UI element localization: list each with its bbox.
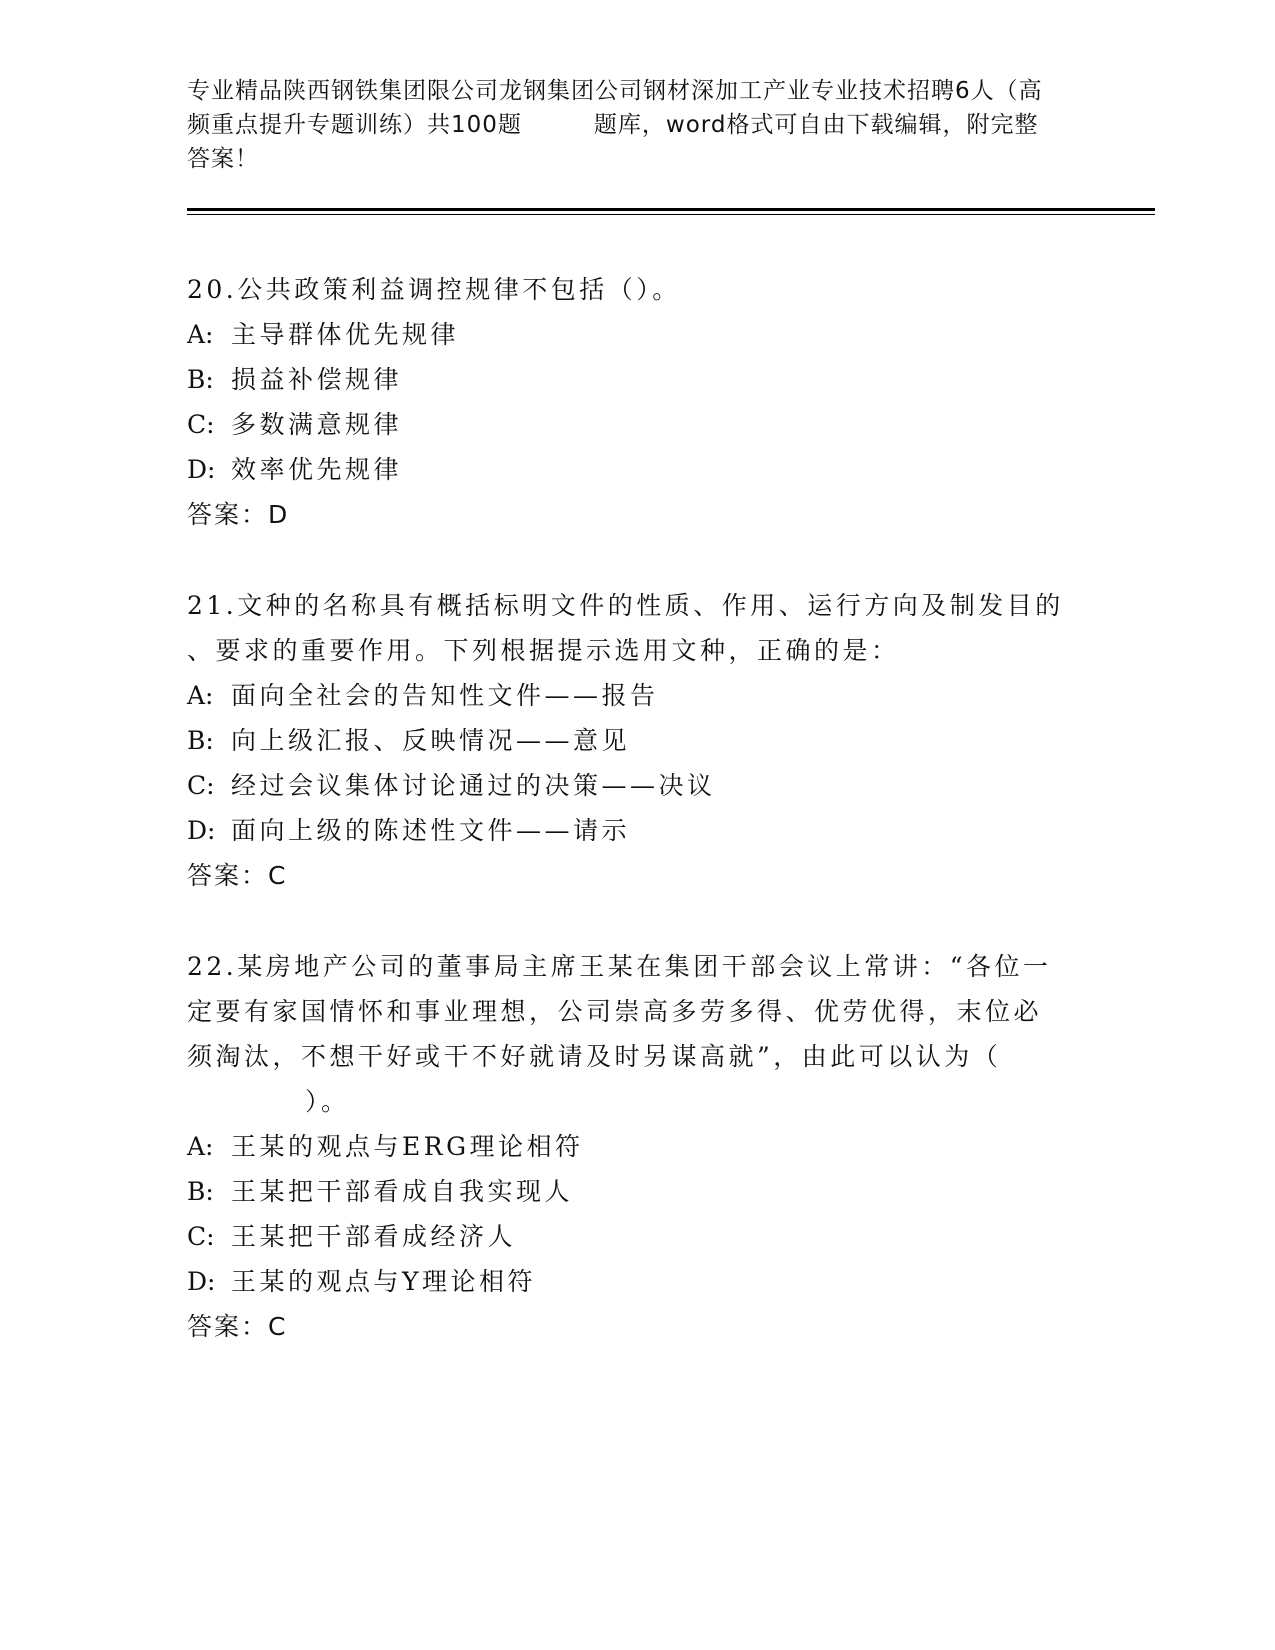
option-text: 面向全社会的告知性文件——报告: [231, 681, 659, 710]
option-key: A:: [187, 320, 214, 349]
option-text: 王某把干部看成经济人: [231, 1222, 517, 1251]
option-key: B:: [187, 365, 214, 394]
question-text-line: 21.文种的名称具有概括标明文件的性质、作用、运行方向及制发目的: [187, 591, 1064, 620]
option-d: [187, 808, 1087, 853]
question-21: [187, 583, 1087, 898]
option-key: D:: [187, 1267, 216, 1296]
question-text-line: 定要有家国情怀和事业理想，公司崇高多劳多得、优劳优得，末位必: [187, 997, 1043, 1026]
option-a: [187, 1124, 1087, 1169]
option-key: A:: [187, 1132, 214, 1161]
option-key: D:: [187, 455, 216, 484]
option-c: [187, 402, 1087, 447]
header-line-2: [187, 108, 1087, 142]
question-text-line: 须淘汰，不想干好或干不好就请及时另谋高就”，由此可以认为（: [187, 1042, 1002, 1071]
option-key: C:: [187, 771, 215, 800]
option-a: [187, 312, 1087, 357]
option-key: B:: [187, 1177, 214, 1206]
answer-label: 答案：D: [187, 500, 290, 529]
question-text-line: 22.某房地产公司的董事局主席王某在集团干部会议上常讲：“各位一: [187, 952, 1052, 981]
option-key: B:: [187, 726, 214, 755]
option-text: 王某的观点与ERG理论相符: [231, 1132, 584, 1161]
option-key: C:: [187, 1222, 215, 1251]
option-b: [187, 357, 1087, 402]
question-text-continuation: ）。: [305, 1087, 350, 1116]
option-text: 主导群体优先规律: [231, 320, 460, 349]
option-key: D:: [187, 816, 216, 845]
option-b: [187, 718, 1087, 763]
question-text-line: 、要求的重要作用。下列根据提示选用文种，正确的是：: [187, 636, 900, 665]
option-c: [187, 1214, 1087, 1259]
option-text: 经过会议集体讨论通过的决策——决议: [231, 771, 716, 800]
option-d: [187, 1259, 1087, 1304]
header-line-2-part-2: 题库，word格式可自由下载编辑，附完整: [593, 112, 1039, 138]
option-c: [187, 763, 1087, 808]
answer-label: 答案：C: [187, 1312, 288, 1341]
option-text: 效率优先规律: [231, 455, 403, 484]
option-text: 损益补偿规律: [231, 365, 403, 394]
question-list: [187, 267, 1087, 1395]
header-line-2-part-1: 频重点提升专题训练）共100题: [187, 112, 522, 138]
option-key: C:: [187, 410, 215, 439]
option-a: [187, 673, 1087, 718]
header-divider-thick: [187, 208, 1155, 211]
header-line-3: 答案！: [187, 146, 259, 172]
option-text: 王某把干部看成自我实现人: [231, 1177, 574, 1206]
header-divider-thin: [187, 214, 1155, 215]
document-header: [187, 74, 1087, 176]
question-22: [187, 944, 1087, 1349]
option-text: 多数满意规律: [231, 410, 403, 439]
option-text: 向上级汇报、反映情况——意见: [231, 726, 631, 755]
question-text-line: 20.公共政策利益调控规律不包括（）。: [187, 275, 681, 304]
option-key: A:: [187, 681, 214, 710]
header-line-1: 专业精品陕西钢铁集团限公司龙钢集团公司钢材深加工产业专业技术招聘6人（高: [187, 78, 1043, 104]
answer-label: 答案：C: [187, 861, 288, 890]
option-d: [187, 447, 1087, 492]
option-b: [187, 1169, 1087, 1214]
option-text: 面向上级的陈述性文件——请示: [231, 816, 631, 845]
option-text: 王某的观点与Y理论相符: [231, 1267, 537, 1296]
question-20: [187, 267, 1087, 537]
